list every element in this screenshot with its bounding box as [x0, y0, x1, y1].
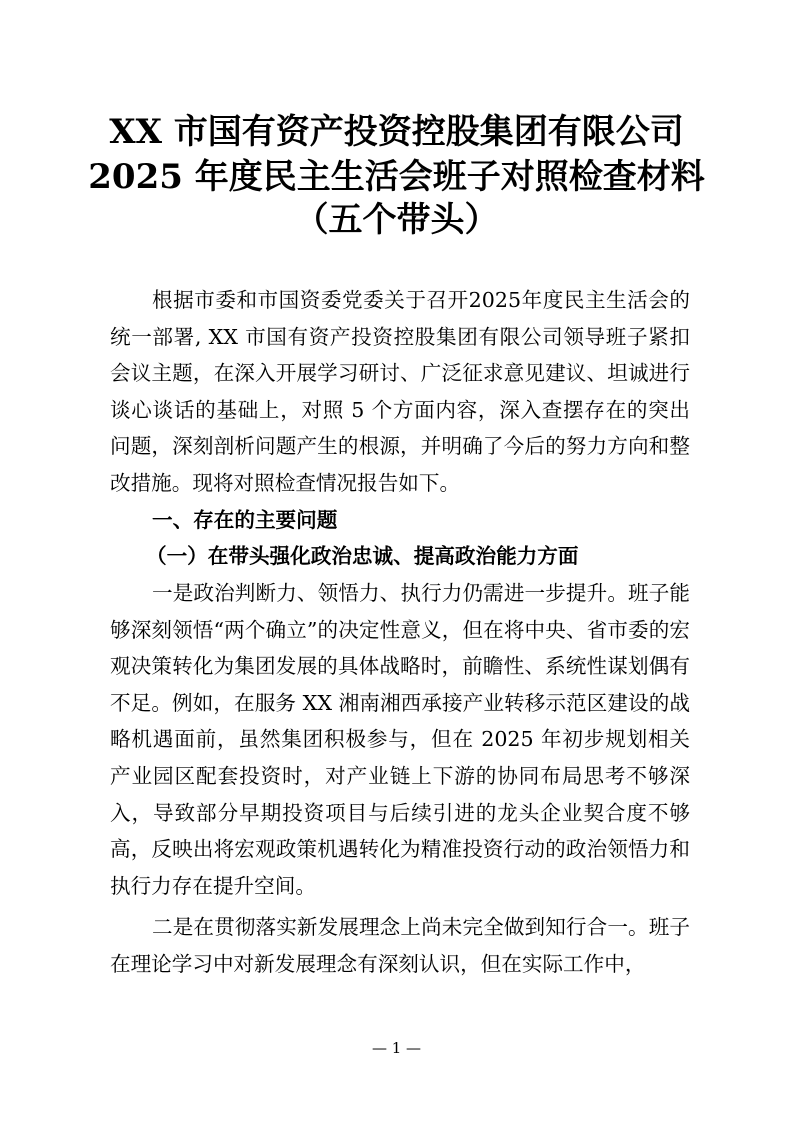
- point-2-paragraph: [110, 909, 690, 982]
- point-1-paragraph: [110, 575, 690, 904]
- document-title-line-2: 2025 年度民主生活会班子对照检查材料: [88, 157, 705, 197]
- page-number: — 1 —: [371, 1039, 422, 1057]
- subsection-heading: （一）在带头强化政治忠诚、提高政治能力方面: [146, 544, 579, 568]
- section-heading: 一、存在的主要问题: [152, 508, 338, 532]
- document-title-line-3: （五个带头）: [294, 200, 499, 240]
- point-2-lead: 二是: [152, 915, 194, 939]
- point-1-lead: 一是: [152, 581, 194, 605]
- point-1-text: 政治判断力、领悟力、执行力仍需进一步提升。班子能够深刻领悟“两个确立”的决定性意义，但在将中央、省市委的宏观决策转化为集团发展的具体战略时，前瞻性、系统性谋划偶有不足。例如，在服务 XX 湘南湘西承接产业转移示范区建设的战略机遇面前，虽然集团积极参与，但在 2025 年初步规划相关产业园区配套投资时，对产业链上下游的协同布局思考不够深入，导致部分早期投资项目与后续引进的龙头企业契合度不够高，反映出将宏观政策机遇转化为精准投资行动的政治领悟力和执行力存在提升空间。: [110, 581, 691, 898]
- point-2-text: 在贯彻落实新发展理念上尚未完全做到知行合一。班子在理论学习中对新发展理念有深刻认识，但在实际工作中，: [110, 915, 691, 976]
- document-title-line-1: XX 市国有资产投资控股集团有限公司: [109, 112, 684, 152]
- intro-paragraph: 根据市委和市国资委党委关于召开2025年度民主生活会的统一部署, XX 市国有资产投资控股集团有限公司领导班子紧扣会议主题，在深入开展学习研讨、广泛征求意见建议、坦诚进行谈心谈话的基础上，对照 5 个方面内容，深入查摆存在的突出问题，深刻剖析问题产生的根源，并明确了今后的努力方向和整改措施。现将对照检查情况报告如下。: [110, 288, 690, 495]
